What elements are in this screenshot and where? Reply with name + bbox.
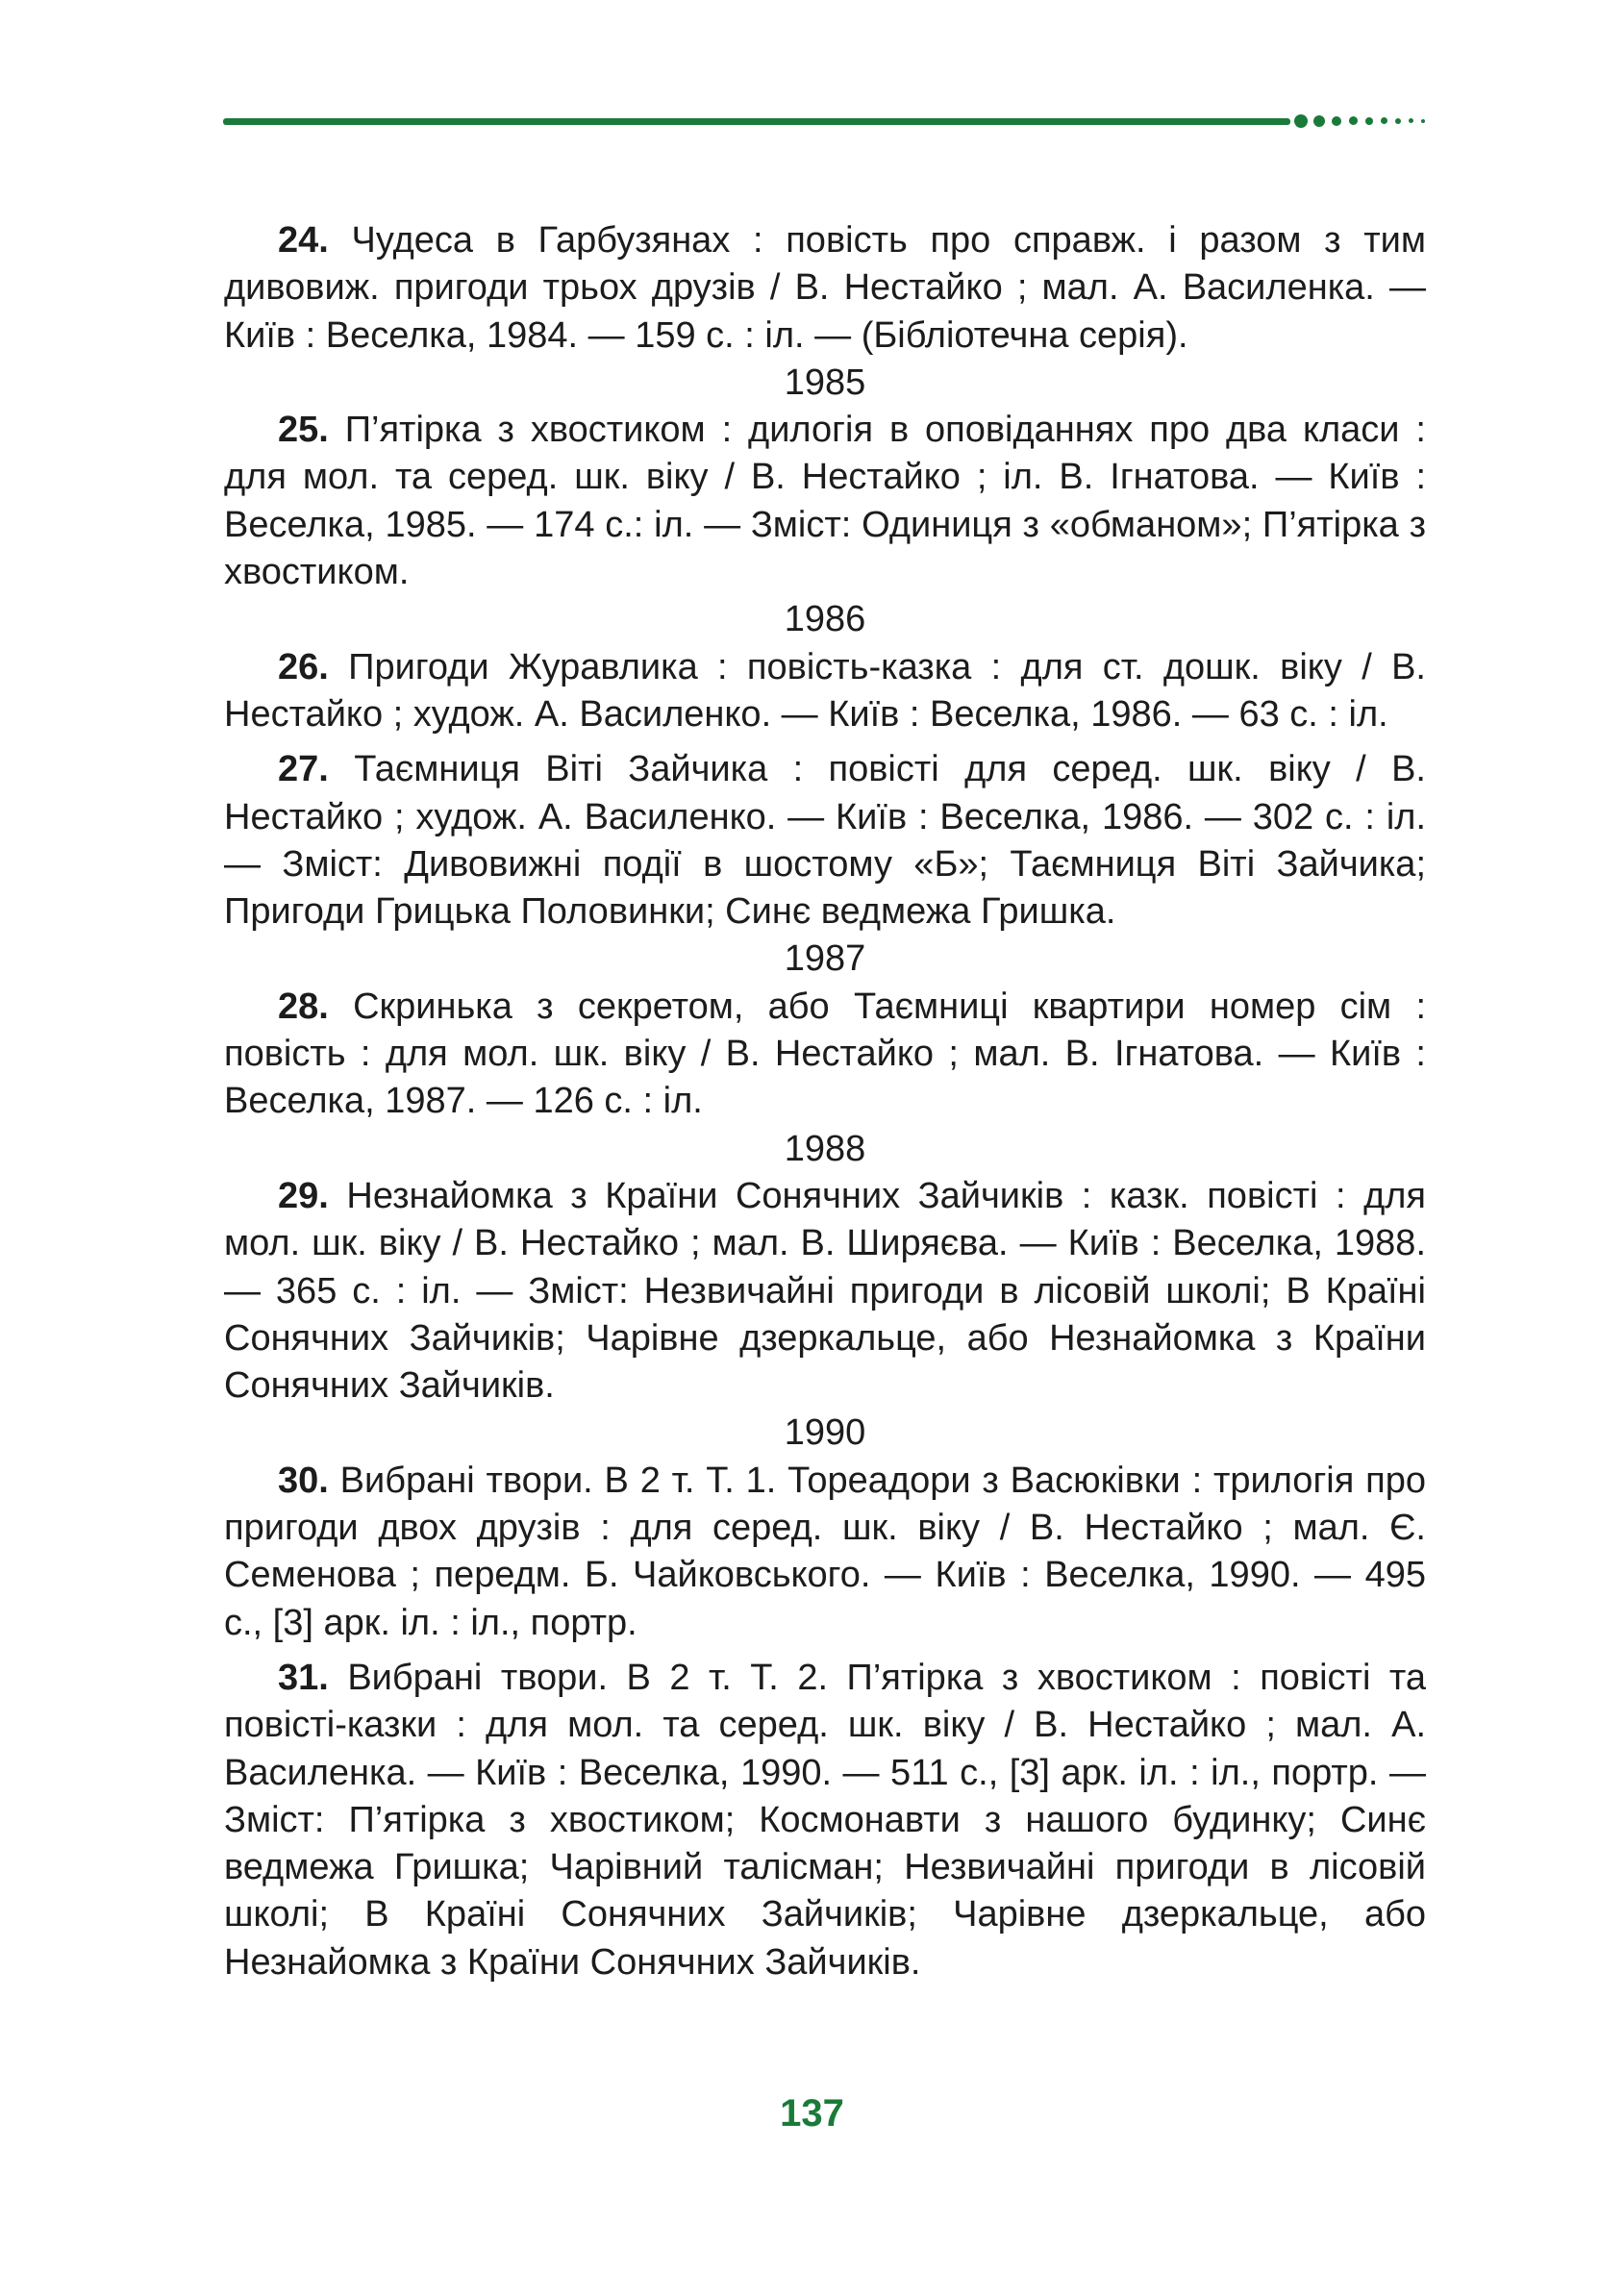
header-dot <box>1395 118 1401 124</box>
entry-text: Чудеса в Гарбузянах : повість про справж. і разом з тим дивовиж. пригоди трьох друзів / В. Нестайко ; мал. А. Василенка. — Київ : Веселка, 1984. — 159 с. : іл. — (Бібліотечна серія). <box>224 220 1426 356</box>
entry-text: Таємниця Віті Зайчика : повісті для серед. шк. віку / В. Нестайко ; худож. А. Василенко. — Київ : Веселка, 1986. — 302 с. : іл. — Зміст: Дивовижні події в шостому «Б»; Таємниця Віті Зайчика; Пригоди Грицька Половинки; Синє ведмежа Гришка. <box>224 749 1426 933</box>
page-number: 137 <box>780 2092 844 2135</box>
header-rule <box>223 118 1290 125</box>
entry-text: Вибрані твори. В 2 т. Т. 1. Тореадори з Васюківки : трилогія про пригоди двох друзів : для серед. шк. віку / В. Нестайко ; мал. Є. Семенова ; передм. Б. Чайковського. — Київ : Веселка, 1990. — 495 с., [3] арк. іл. : іл., портр. <box>224 1460 1426 1643</box>
header-dot <box>1313 115 1325 127</box>
entry-number: 27. <box>278 749 329 790</box>
header-dot <box>1294 114 1308 128</box>
entry-number: 29. <box>278 1175 329 1216</box>
entry-number: 24. <box>278 220 329 261</box>
header-dot <box>1421 119 1425 123</box>
entry-text: П’ятірка з хвостиком : дилогія в оповіданнях про два класи : для мол. та серед. шк. віку / В. Нестайко ; іл. В. Ігнатова. — Київ : Веселка, 1985. — 174 с.: іл. — Зміст: Одиниця з «обманом»; П’ятірка з хвостиком. <box>224 410 1426 593</box>
entry-text: Пригоди Журавлика : повість-казка : для ст. дошк. віку / В. Нестайко ; худож. А. Василенко. — Київ : Веселка, 1986. — 63 с. : іл. <box>224 646 1426 735</box>
bibliography-entry <box>224 217 1426 360</box>
bibliography-entry <box>224 984 1426 1126</box>
year-heading: 1985 <box>784 362 866 403</box>
bibliography-list <box>224 217 1426 1986</box>
year-heading: 1987 <box>784 938 866 980</box>
header-dot <box>1381 117 1387 124</box>
header-dot <box>1349 116 1358 125</box>
entry-number: 25. <box>278 410 329 451</box>
year-heading: 1988 <box>784 1128 866 1169</box>
header-dot <box>1365 117 1373 125</box>
entry-number: 26. <box>278 646 329 687</box>
header-dots <box>1292 113 1427 129</box>
bibliography-entry <box>224 644 1426 739</box>
bibliography-entry <box>224 746 1426 936</box>
entry-text: Вибрані твори. В 2 т. Т. 2. П’ятірка з хвостиком : повісті та повісті-казки : для мол. та серед. шк. віку / В. Нестайко ; мал. А. Василенка. — Київ : Веселка, 1990. — 511 с., [3] арк. іл. : іл., портр. — Зміст: П’ятірка з хвостиком; Космонавти з нашого будинку; Синє ведмежа Гришка; Чарівний талісман; Незвичайні пригоди в лісовій школі; В Країні Сонячних Зайчиків; Чарівне дзеркальце, або Незнайомка з Країни Сонячних Зайчиків. <box>224 1657 1426 1983</box>
bibliography-entry <box>224 1173 1426 1410</box>
entry-text: Незнайомка з Країни Сонячних Зайчиків : казк. повісті : для мол. шк. віку / В. Нестайко ; мал. В. Ширяєва. — Київ : Веселка, 1988. — 365 с. : іл. — Зміст: Незвичайні пригоди в лісовій школі; В Країні Сонячних Зайчиків; Чарівне дзеркальце, або Незнайомка з Країни Сонячних Зайчиків. <box>224 1175 1426 1407</box>
entry-number: 31. <box>278 1657 329 1698</box>
bibliography-entry <box>224 1655 1426 1986</box>
entry-number: 28. <box>278 986 329 1027</box>
header-dot <box>1409 118 1413 123</box>
entry-text: Скринька з секретом, або Таємниці квартири номер сім : повість : для мол. шк. віку / В. Нестайко ; мал. В. Ігнатова. — Київ : Веселка, 1987. — 126 с. : іл. <box>224 986 1426 1122</box>
entry-number: 30. <box>278 1460 329 1501</box>
bibliography-entry <box>224 407 1426 596</box>
bibliography-entry <box>224 1458 1426 1647</box>
year-heading: 1990 <box>784 1412 866 1454</box>
header-dot <box>1332 116 1341 126</box>
year-heading: 1986 <box>784 599 866 640</box>
